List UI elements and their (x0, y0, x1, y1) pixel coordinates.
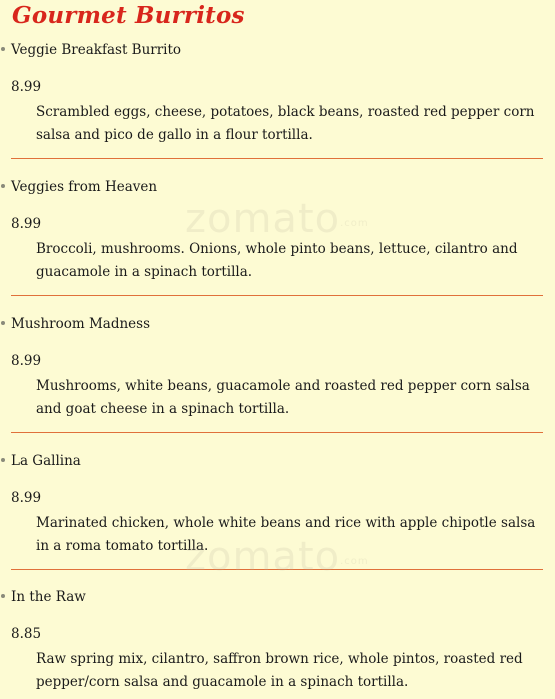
divider (11, 295, 543, 296)
bullet-icon (1, 594, 5, 598)
item-description: Marinated chicken, whole white beans and rice with apple chipotle salsa in a roma tomato tortilla. (36, 515, 536, 554)
bullet-icon (1, 458, 5, 462)
bullet-icon (1, 321, 5, 325)
item-price: 8.99 (11, 79, 42, 95)
menu-title: Gourmet Burritos (12, 2, 245, 29)
divider (11, 432, 543, 433)
item-price: 8.99 (11, 490, 42, 506)
item-description: Scrambled eggs, cheese, potatoes, black beans, roasted red pepper corn salsa and pico de gallo in a flour tortilla. (36, 104, 535, 143)
item-price: 8.99 (11, 353, 42, 369)
bullet-icon (1, 184, 5, 188)
watermark-text: zomato (185, 534, 341, 580)
divider (11, 158, 543, 159)
item-description: Mushrooms, white beans, guacamole and roasted red pepper corn salsa and goat cheese in a spinach tortilla. (36, 378, 530, 417)
watermark-text: zomato (185, 196, 341, 242)
item-name: In the Raw (11, 589, 86, 605)
item-name: Veggie Breakfast Burrito (11, 42, 182, 58)
item-name: Mushroom Madness (11, 316, 150, 332)
zomato-watermark (185, 534, 369, 580)
item-name: Veggies from Heaven (11, 179, 158, 195)
item-description: Raw spring mix, cilantro, saffron brown rice, whole pintos, roasted red pepper/corn salsa and guacamole in a spinach tortilla. (36, 651, 523, 690)
item-name: La Gallina (11, 453, 81, 469)
zomato-watermark (185, 196, 369, 242)
bullet-icon (1, 47, 5, 51)
watermark-suffix: .com (340, 218, 369, 229)
item-price: 8.99 (11, 216, 42, 232)
watermark-suffix: .com (340, 556, 369, 567)
item-description: Broccoli, mushrooms. Onions, whole pinto beans, lettuce, cilantro and guacamole in a spinach tortilla. (36, 241, 518, 280)
item-price: 8.85 (11, 626, 42, 642)
